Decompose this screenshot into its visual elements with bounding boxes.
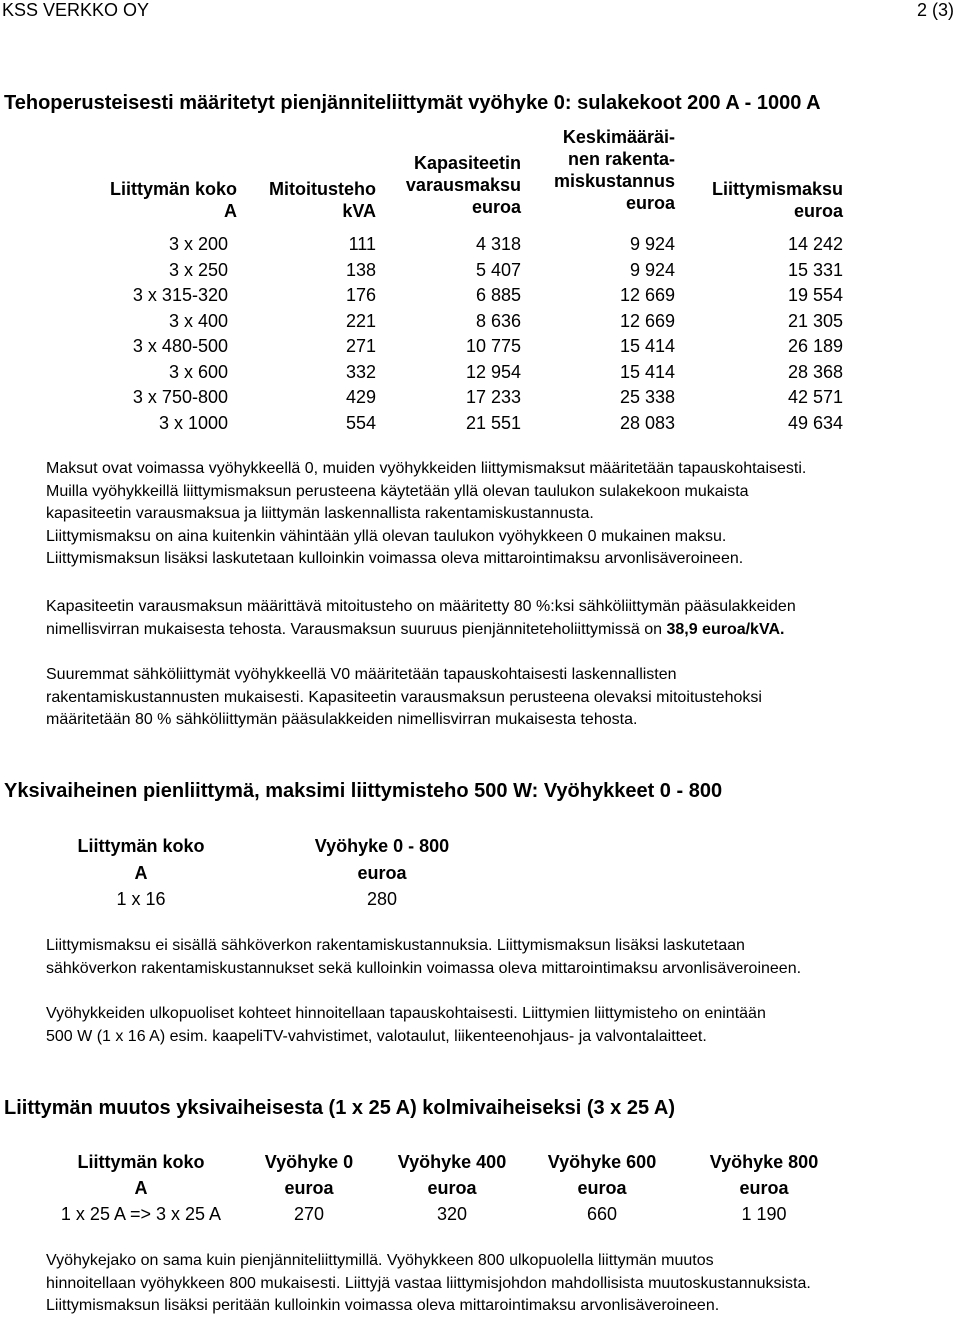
- cell-connection-fee: 26 189: [787, 336, 843, 356]
- section2-notes2: Vyöhykkeiden ulkopuoliset kohteet hinnoitellaan tapauskohtaisesti. Liittymien liittymisteho on enintään 500 W (1 x 16 A) esim. kaapeliTV-vahvistimet, valotaulut, liikenteenohjaus- ja valvontalaitteet.: [46, 1005, 766, 1045]
- cell-construction-cost: 9 924: [629, 259, 675, 280]
- cell-s3-zone800: 1 190: [741, 1204, 787, 1224]
- cell-construction-cost: 15 414: [619, 361, 675, 382]
- page-number: 2 (3): [916, 0, 954, 20]
- section2-title: Yksivaiheinen pienliittymä, maksimi liittymisteho 500 W: Vyöhykkeet 0 - 800: [4, 780, 723, 802]
- cell-size: 3 x 250: [168, 259, 228, 280]
- cell-connection-fee: 42 571: [787, 387, 843, 407]
- cell-size: 3 x 480-500: [132, 336, 228, 356]
- cell-capacity-fee: 17 233: [465, 387, 521, 407]
- cell-size: 3 x 400: [168, 310, 228, 331]
- th-s3-connection-size: Liittymän koko A: [77, 1152, 205, 1198]
- cell-kva: 221: [345, 310, 376, 331]
- cell-size: 3 x 600: [168, 361, 228, 382]
- cell-kva: 176: [345, 285, 376, 305]
- th-s3-zone0: Vyöhyke 0 euroa: [264, 1152, 354, 1198]
- cell-size: 3 x 315-320: [132, 285, 228, 305]
- cell-capacity-fee: 8 636: [475, 310, 521, 331]
- cell-construction-cost: 12 669: [619, 310, 675, 331]
- cell-construction-cost: 25 338: [619, 387, 675, 407]
- cell-capacity-fee: 12 954: [465, 361, 521, 382]
- cell-s3-zone600: 660: [586, 1204, 618, 1224]
- cell-connection-fee: 15 331: [787, 259, 843, 280]
- cell-size: 3 x 200: [168, 234, 228, 254]
- cell-size-1x16: 1 x 16: [116, 889, 166, 909]
- cell-capacity-fee: 10 775: [465, 336, 521, 356]
- section3-title: Liittymän muutos yksivaiheisesta (1 x 25 A) kolmivaiheiseksi (3 x 25 A): [4, 1097, 676, 1119]
- th-capacity-fee: Kapasiteetin varausmaksu euroa: [405, 153, 521, 217]
- cell-s3-zone0: 270: [293, 1204, 325, 1224]
- section3-notes: Vyöhykejako on sama kuin pienjänniteliittymillä. Vyöhykkeen 800 ulkopuolella liittymän muutos hinnoitellaan vyöhykkeen 800 mukaisesti. Liittyjä vastaa liittymisjohdon mahdollisista muutoskustannuksista. Liittymismaksun lisäksi peritään kulloinkin voimassa oleva mittarointimaksu arvonlisäveroineen.: [46, 1252, 811, 1314]
- reservation-rate: 38,9 euroa/kVA.: [666, 620, 785, 638]
- cell-size: 3 x 750-800: [132, 387, 228, 407]
- cell-capacity-fee: 5 407: [475, 259, 521, 280]
- cell-size: 3 x 1000: [158, 412, 228, 433]
- cell-capacity-fee: 6 885: [475, 285, 521, 305]
- th-s3-zone400: Vyöhyke 400 euroa: [397, 1152, 507, 1198]
- cell-kva: 138: [345, 259, 376, 280]
- th-connection-size-2: Liittymän koko A: [77, 836, 205, 883]
- cell-construction-cost: 9 924: [629, 234, 675, 254]
- cell-construction-cost: 28 083: [619, 412, 675, 433]
- company-name: KSS VERKKO OY: [2, 0, 150, 20]
- cell-s3-size: 1 x 25 A => 3 x 25 A: [60, 1204, 222, 1224]
- th-connection-fee: Liittymismaksu euroa: [711, 179, 843, 221]
- cell-kva: 332: [345, 361, 376, 382]
- larger-connections-note: Suuremmat sähköliittymät vyöhykkeellä V0 määritetään tapauskohtaisesti laskennallisten rakentamiskustannusten mukaisesti. Kapasiteetin varausmaksun perusteena olevaksi mitoitustehoksi määritetään 80 % sähköliittymän pääsulakkeiden nimellisvirran mukaisesta tehosta.: [46, 666, 762, 728]
- section1-title: Tehoperusteisesti määritetyt pienjänniteliittymät vyöhyke 0: sulakekoot 200 A - 1000 A: [4, 92, 821, 114]
- th-connection-size: Liittymän koko A: [109, 179, 237, 221]
- section2-notes1: Liittymismaksu ei sisällä sähköverkon rakentamiskustannuksia. Liittymismaksun lisäksi laskutetaan sähköverkon rakentamiskustannukset sekä kulloinkin voimassa oleva mittarointimaksu arvonlisäveroineen.: [46, 937, 802, 977]
- cell-connection-fee: 49 634: [787, 412, 843, 433]
- cell-construction-cost: 15 414: [619, 336, 675, 356]
- th-zone-0-800: Vyöhyke 0 - 800 euroa: [314, 836, 450, 883]
- cell-connection-fee: 21 305: [787, 310, 843, 331]
- cell-s3-zone400: 320: [436, 1204, 468, 1224]
- cell-kva: 111: [348, 234, 376, 254]
- th-s3-zone800: Vyöhyke 800 euroa: [709, 1152, 819, 1198]
- th-construction-cost: Keskimääräi- nen rakenta- miskustannus euroa: [553, 127, 675, 213]
- section1-notes: Maksut ovat voimassa vyöhykkeellä 0, muiden vyöhykkeiden liittymismaksut määritetään tapauskohtaisesti. Muilla vyöhykkeillä liittymismaksun perusteena käytetään yllä olevan taulukon sulakekoon mukaista kapasiteetin varausmaksua ja liittymän laskennallista rakentamiskustannusta. Liittymismaksu on aina kuitenkin vähintään yllä olevan taulukon vyöhykkeen 0 mukainen maksu. Liittymismaksun lisäksi laskutetaan kulloinkin voimassa oleva mittarointimaksu arvonlisäveroineen.: [46, 460, 807, 567]
- cell-kva: 271: [345, 336, 376, 356]
- cell-connection-fee: 19 554: [787, 285, 843, 305]
- cell-kva: 429: [345, 387, 376, 407]
- capacity-note: Kapasiteetin varausmaksun määrittävä mitoitusteho on määritetty 80 %:ksi sähköliittymän pääsulakkeiden nimellisvirran mukaisesta tehosta. Varausmaksun suuruus pienjänniteteholiittymissä on 38,9 euroa/kVA.: [46, 598, 796, 638]
- cell-connection-fee: 28 368: [787, 361, 843, 382]
- cell-kva: 554: [345, 412, 376, 433]
- cell-capacity-fee: 4 318: [475, 234, 521, 254]
- cell-price-280: 280: [366, 889, 398, 909]
- cell-connection-fee: 14 242: [787, 234, 843, 254]
- th-dimensioning-power: Mitoitusteho kVA: [269, 179, 376, 221]
- cell-capacity-fee: 21 551: [465, 412, 521, 433]
- cell-construction-cost: 12 669: [619, 285, 675, 305]
- th-s3-zone600: Vyöhyke 600 euroa: [547, 1152, 657, 1198]
